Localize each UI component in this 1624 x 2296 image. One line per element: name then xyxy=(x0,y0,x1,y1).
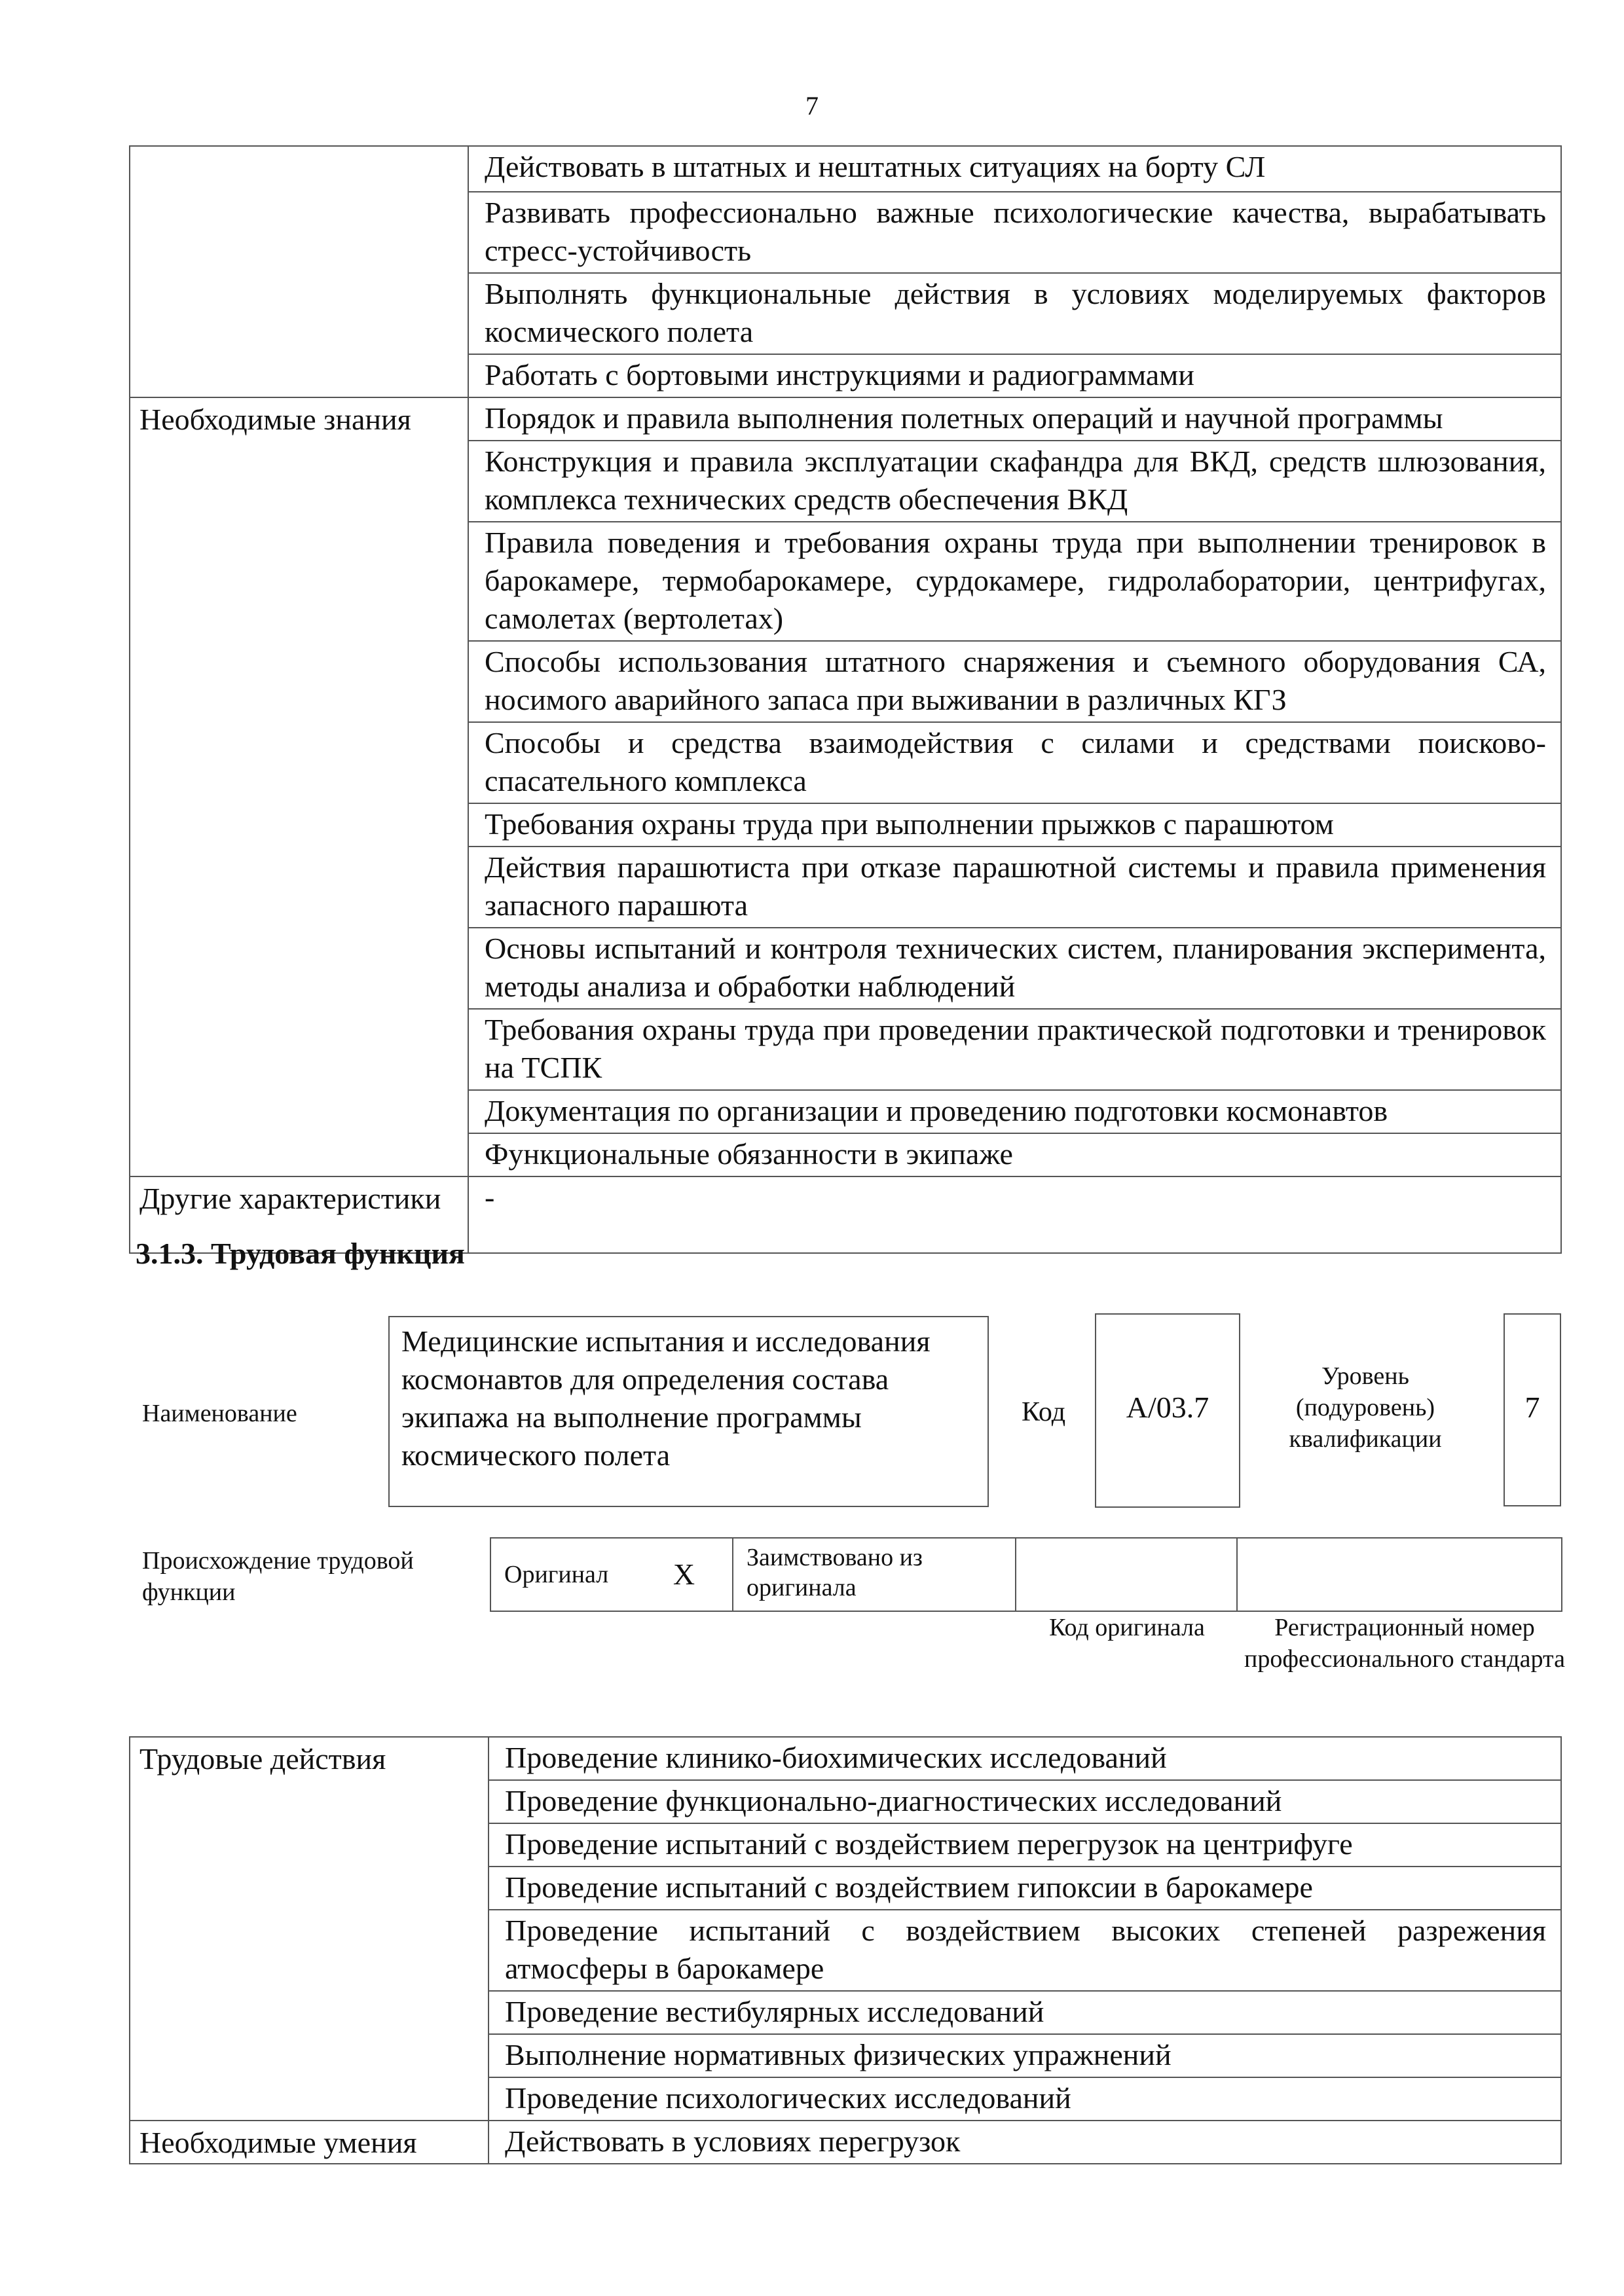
table-row: Проведение клинико-биохимических исследований xyxy=(489,1737,1561,1780)
skills-label: Необходимые умения xyxy=(130,2121,489,2164)
page-number: 7 xyxy=(805,91,819,120)
code-box xyxy=(1095,1313,1240,1508)
origin-label: Происхождение трудовой функции xyxy=(142,1547,414,1606)
knowledge-label: Необходимые знания xyxy=(130,397,468,1176)
table-row: Проведение испытаний с воздействием гипоксии в барокамере xyxy=(489,1867,1561,1910)
code-label: Код xyxy=(1022,1397,1066,1427)
table-row: Правила поведения и требования охраны труда при выполнении тренировок в барокамере, термобарокамере, сурдокамере, гидролаборатории, центрифугах, самолетах (вертолетах) xyxy=(468,522,1561,641)
code-value: А/03.7 xyxy=(1126,1391,1209,1424)
borrowed-label: Заимствовано из оригинала xyxy=(733,1538,1016,1611)
table-row: Конструкция и правила эксплуатации скафандра для ВКД, средств шлюзования, комплекса технических средств обеспечения ВКД xyxy=(468,441,1561,522)
origin-table xyxy=(490,1537,1562,1612)
level-value: 7 xyxy=(1524,1391,1540,1424)
original-label: Оригинал xyxy=(490,1538,636,1611)
table-row: Действовать в условиях перегрузок xyxy=(489,2121,1561,2164)
table-row: Проведение испытаний с воздействием перегрузок на центрифуге xyxy=(489,1823,1561,1867)
level-box xyxy=(1504,1313,1561,1506)
table-row: Способы использования штатного снаряжения и съемного оборудования СА, носимого аварийного запаса при выживании в различных КГЗ xyxy=(468,641,1561,722)
table-actions xyxy=(129,1736,1562,2164)
name-label: Наименование xyxy=(142,1400,297,1427)
table-row: Развивать профессионально важные психологические качества, вырабатывать стресс-устойчивость xyxy=(468,192,1561,273)
table-row: Порядок и правила выполнения полетных операций и научной программы xyxy=(468,397,1561,441)
table-row: Действия парашютиста при отказе парашютной системы и правила применения запасного парашюта xyxy=(468,847,1561,928)
table-row: Действовать в штатных и нештатных ситуациях на борту СЛ xyxy=(468,146,1561,192)
table-row: Требования охраны труда при выполнении прыжков с парашютом xyxy=(468,803,1561,847)
table-row: Основы испытаний и контроля технических систем, планирования эксперимента, методы анализа и обработки наблюдений xyxy=(468,928,1561,1009)
table-row: Выполнять функциональные действия в условиях моделируемых факторов космического полета xyxy=(468,273,1561,354)
function-name: Медицинские испытания и исследования космонавтов для определения состава экипажа на выполнение программы космического полета xyxy=(401,1324,931,1472)
reg-number-cell xyxy=(1237,1538,1562,1611)
section-heading: 3.1.3. Трудовая функция xyxy=(136,1237,465,1270)
table-row: Документация по организации и проведению подготовки космонавтов xyxy=(468,1090,1561,1133)
reg-number-caption: Регистрационный номер профессионального стандарта xyxy=(1244,1614,1565,1673)
function-name-box xyxy=(388,1316,989,1507)
table-row: Работать с бортовыми инструкциями и радиограммами xyxy=(468,354,1561,397)
table-row: Проведение вестибулярных исследований xyxy=(489,1991,1561,2034)
other-label: Другие характеристики xyxy=(130,1176,468,1253)
table-row: Выполнение нормативных физических упражнений xyxy=(489,2034,1561,2077)
original-code-caption: Код оригинала xyxy=(1049,1614,1205,1641)
original-mark: X xyxy=(636,1538,733,1611)
table-left-empty xyxy=(130,146,468,397)
table-knowledge xyxy=(129,145,1562,1254)
level-label: Уровень (подуровень) квалификации xyxy=(1289,1362,1442,1453)
table-row: Проведение психологических исследований xyxy=(489,2077,1561,2121)
table-row: Проведение функционально-диагностических исследований xyxy=(489,1780,1561,1823)
original-code-cell xyxy=(1016,1538,1237,1611)
table-row: Способы и средства взаимодействия с силами и средствами поисково-спасательного комплекса xyxy=(468,722,1561,803)
table-row: Проведение испытаний с воздействием высоких степеней разрежения атмосферы в барокамере xyxy=(489,1910,1561,1991)
table-row: Требования охраны труда при проведении практической подготовки и тренировок на ТСПК xyxy=(468,1009,1561,1090)
actions-label: Трудовые действия xyxy=(130,1737,489,2121)
table-row: Функциональные обязанности в экипаже xyxy=(468,1133,1561,1176)
other-value: - xyxy=(468,1176,1561,1253)
